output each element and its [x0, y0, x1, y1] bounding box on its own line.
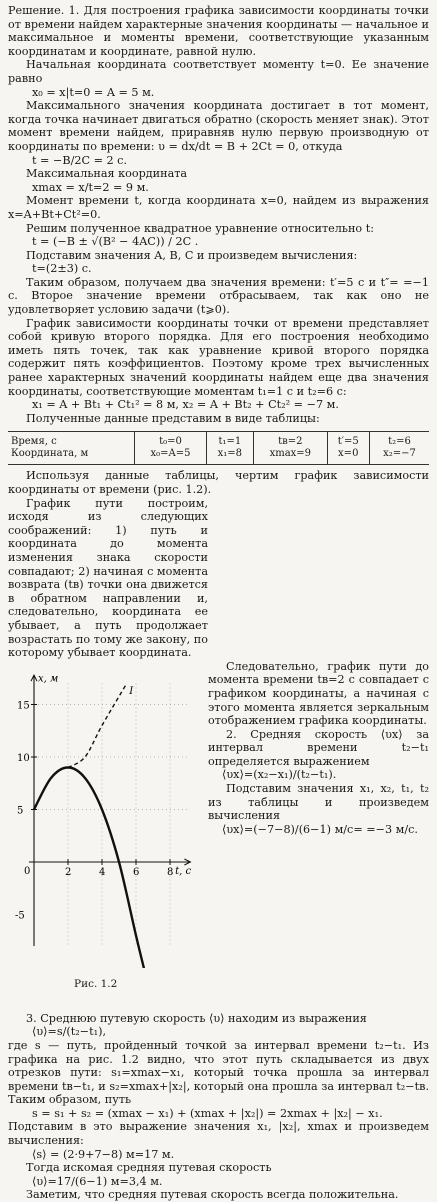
x-tick-label: 8 [167, 866, 174, 878]
paragraph: Используя данные таблицы, чертим график зависимости координаты от времени (рис. 1.2). [8, 469, 429, 496]
formula: ⟨υ⟩=s/(t₂−t₁), [32, 1025, 107, 1039]
x-axis-label: t, c [175, 865, 192, 877]
paragraph: 2. Средняя скорость ⟨υx⟩ за интервал времени t₂−t₁ определяется выражением [208, 727, 429, 768]
y-tick-label: 10 [17, 752, 30, 764]
paragraph: Максимальная координата [26, 167, 188, 181]
paragraph: Подставим значения x₁, x₂, t₁, t₂ из таблицы и произведем вычисления [208, 782, 429, 823]
path-curve-dashed [68, 683, 127, 767]
figure-section [8, 660, 429, 1012]
paragraph: Таким образом, получаем два значения времени: t′=5 с и t″= =−1 с. Второе значение времени отбрасываем, так как оно не удовлетворяет условию задачи (t⩾0). [8, 275, 429, 317]
table-cell: t₂=6 [388, 436, 411, 448]
paragraph: Решим полученное квадратное уравнение относительно t: [26, 221, 374, 235]
formula: t = (−B ± √(B² − 4AC)) / 2C . [32, 235, 199, 249]
formula: xmax = x/t=2 = 9 м. [32, 180, 149, 194]
coordinate-curve [34, 767, 146, 968]
table-head: Время, с Координата, м [11, 436, 89, 460]
formula: x₁ = A + Bt₁ + Ct₁² = 8 м, x₂ = A + Bt₂ + Ct₂² = −7 м. [32, 398, 339, 412]
paragraph: Заметим, что средняя путевая скорость всегда положительна. [26, 1188, 399, 1202]
table-cell: x₀=A=5 [150, 448, 191, 460]
paragraph: Полученные данные представим в виде таблицы: [26, 411, 320, 425]
formula: x₀ = x|t=0 = A = 5 м. [32, 85, 155, 99]
paragraph: Начальная координата соответствует моменту t=0. Ее значение равно [8, 58, 429, 85]
curve-label: I [129, 685, 134, 697]
paragraph: Подставим в это выражение значения x₁, |x₂|, xmax и произведем вычисления: [8, 1120, 429, 1148]
y-axis-label: x, м [38, 673, 59, 685]
x-tick-label: 4 [99, 866, 106, 878]
paragraph: Тогда искомая средняя путевая скорость [26, 1161, 272, 1175]
formula: t=(2±3) с. [32, 262, 92, 276]
table-cell: t₀=0 [159, 436, 182, 448]
formula: ⟨υx⟩=(x₂−x₁)/(t₂−t₁). [222, 768, 337, 782]
y-tick-label: 15 [17, 700, 30, 712]
table-cell: x=0 [338, 448, 359, 460]
formula: ⟨υ⟩=17/(6−1) м=3,4 м. [32, 1174, 163, 1188]
paragraph: 3. Среднюю путевую скорость ⟨υ⟩ находим из выражения [26, 1011, 367, 1025]
right-column [208, 660, 429, 837]
solution-intro: Решение. 1. Для построения графика зависимости координаты точки от времени найдем характерные значения координаты — начальное и максимальное и моменты времени, соответствующие указанным координатам и координате, равной нулю. [8, 4, 429, 58]
table-cell: x₁=8 [217, 448, 243, 460]
formula: ⟨υx⟩=(−7−8)/(6−1) м/с= =−3 м/с. [222, 822, 418, 836]
table-cell: t′=5 [337, 436, 359, 448]
x-tick-label: 2 [65, 866, 72, 878]
table-cell: tв=2 [278, 436, 303, 448]
table-cell: x₂=−7 [383, 448, 416, 460]
table-cell: xmax=9 [269, 448, 312, 460]
negative-tick-label: -5 [15, 910, 25, 922]
paragraph: Момент времени t, когда координата x=0, найдем из выражения x=A+Bt+Ct²=0. [8, 194, 429, 221]
paragraph: Максимального значения координата достигает в тот момент, когда точка начинает двигаться обратно (скорость меняет знак). Этот момент времени найдем, приравняв нулю первую производную от координаты по времени: υ = dx/dt = B + 2Ct = 0, откуда [8, 99, 429, 153]
x-tick-label: 6 [133, 866, 140, 878]
y-tick-label: 5 [17, 805, 24, 817]
data-table [8, 431, 429, 465]
figure-caption: Рис. 1.2 [74, 977, 118, 990]
table-cell: t₁=1 [218, 436, 242, 448]
figure-1-2 [8, 660, 202, 968]
origin-label: 0 [24, 865, 31, 877]
paragraph: где s — путь, пройденный точкой за интервал времени t₂−t₁. Из графика на рис. 1.2 видно, что этот путь складывается из двух отрезков пути: s₁=xmax−x₁, который точка прошла за интервал времени tв−t₁, и s₂=xmax+|x₂|, который она прошла за интервал t₂−tв. Таким образом, путь [8, 1038, 429, 1107]
formula: ⟨s⟩ = (2·9+7−8) м=17 м. [32, 1147, 175, 1161]
formula: t = −B/2C = 2 с. [32, 153, 128, 167]
paragraph: График пути построим, исходя из следующих соображений: 1) путь и координата до момента изменения знака скорости совпадают; 2) начиная с момента возврата (tв) точки она движется в обратном направлении и, следовательно, координата ее убывает, а путь продолжает возрастать по тому же закону, по которому убывает координата. [8, 496, 208, 660]
paragraph: Подставим значения A, B, C и произведем вычисления: [26, 248, 358, 262]
formula: s = s₁ + s₂ = (xmax − x₁) + (xmax + |x₂|) = 2xmax + |x₂| − x₁. [32, 1106, 383, 1120]
paragraph: Следовательно, график пути до момента времени tв=2 с совпадает с графиком координаты, а начиная с этого момента является зеркальным отображением графика координаты. [208, 659, 429, 728]
paragraph: График зависимости координаты точки от времени представляет собой кривую второго порядка. Для его построения необходимо иметь пять точек, так как уравнение кривой второго порядка содержит пять коэффициентов. Поэтому кроме трех вычисленных ранее характерных значений координаты найдем еще два значения координаты, соответствующие моментам t₁=1 с и t₂=6 с: [8, 316, 429, 398]
